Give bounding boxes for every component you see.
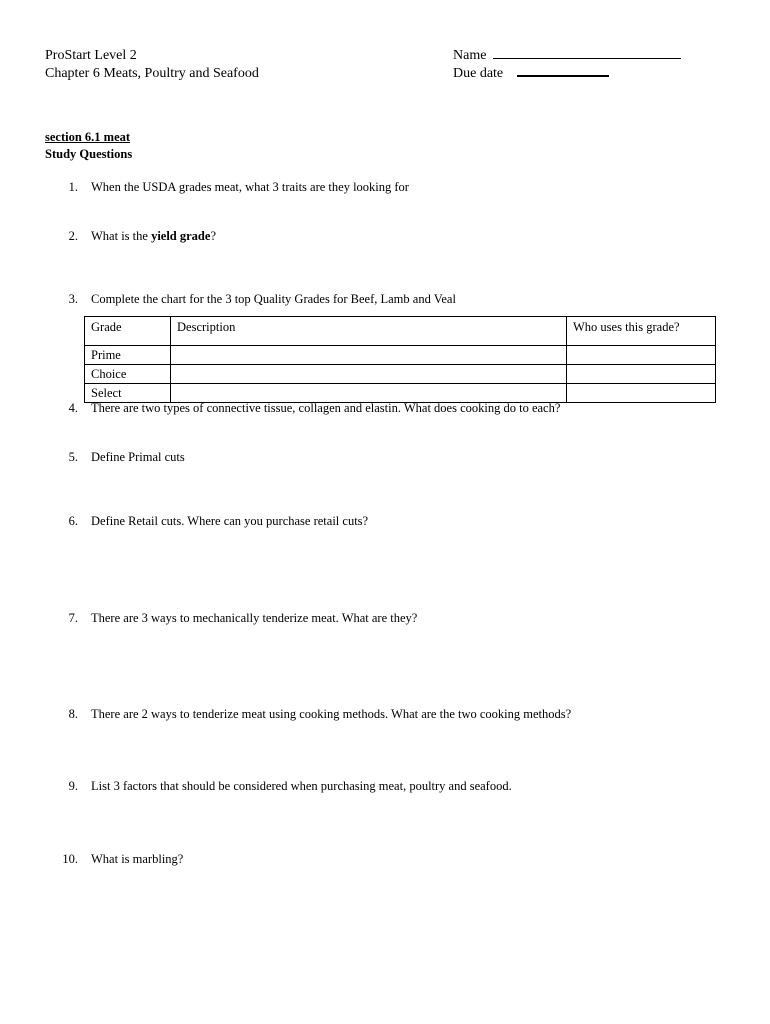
question-number: 3. bbox=[68, 292, 78, 306]
question-text: Define Retail cuts. Where can you purchase retail cuts? bbox=[91, 514, 369, 528]
question-number: 5. bbox=[68, 450, 78, 464]
due-date-label: Due date bbox=[453, 66, 504, 81]
section-subtitle: Study Questions bbox=[45, 147, 133, 161]
grade-cell: Select bbox=[85, 384, 171, 403]
question-text bbox=[91, 229, 216, 244]
question-number: 7. bbox=[68, 611, 78, 625]
grade-cell: Choice bbox=[85, 365, 171, 384]
section-title: section 6.1 meat bbox=[45, 130, 131, 144]
yield-grade-term: yield grade bbox=[151, 229, 211, 243]
due-date-line bbox=[453, 65, 609, 82]
table-header-row bbox=[85, 317, 716, 346]
description-cell[interactable] bbox=[171, 384, 567, 403]
name-label: Name bbox=[453, 48, 487, 63]
table-row bbox=[85, 346, 716, 365]
question-text: Complete the chart for the 3 top Quality Grades for Beef, Lamb and Veal bbox=[91, 292, 456, 306]
who-uses-cell[interactable] bbox=[567, 365, 716, 384]
course-title: ProStart Level 2 bbox=[45, 48, 137, 63]
header-grade: Grade bbox=[85, 317, 171, 346]
question-text-pre: What is the bbox=[91, 229, 152, 243]
table-row bbox=[85, 365, 716, 384]
table-row bbox=[85, 384, 716, 403]
description-cell[interactable] bbox=[171, 365, 567, 384]
name-blank[interactable] bbox=[493, 58, 681, 59]
question-text: There are 3 ways to mechanically tenderize meat. What are they? bbox=[91, 611, 418, 625]
chapter-title: Chapter 6 Meats, Poultry and Seafood bbox=[45, 66, 259, 81]
due-date-blank[interactable] bbox=[517, 75, 609, 77]
question-number: 4. bbox=[68, 401, 78, 415]
question-number: 8. bbox=[68, 707, 78, 721]
question-text: List 3 factors that should be considered when purchasing meat, poultry and seafood. bbox=[91, 779, 512, 793]
question-text: What is marbling? bbox=[91, 852, 184, 866]
question-text: There are two types of connective tissue, collagen and elastin. What does cooking do to each? bbox=[91, 401, 561, 415]
question-text-post: ? bbox=[210, 229, 216, 243]
question-number: 2. bbox=[68, 229, 78, 243]
description-cell[interactable] bbox=[171, 346, 567, 365]
grade-cell: Prime bbox=[85, 346, 171, 365]
header-who-uses: Who uses this grade? bbox=[567, 317, 716, 346]
who-uses-cell[interactable] bbox=[567, 346, 716, 365]
question-text: Define Primal cuts bbox=[91, 450, 185, 464]
question-number: 9. bbox=[68, 779, 78, 793]
question-number: 10. bbox=[62, 852, 78, 866]
who-uses-cell[interactable] bbox=[567, 384, 716, 403]
header-description: Description bbox=[171, 317, 567, 346]
quality-grades-table bbox=[84, 316, 716, 403]
question-number: 6. bbox=[68, 514, 78, 528]
question-text: There are 2 ways to tenderize meat using cooking methods. What are the two cooking methods? bbox=[91, 707, 572, 721]
question-number: 1. bbox=[68, 180, 78, 194]
question-text: When the USDA grades meat, what 3 traits are they looking for bbox=[91, 180, 409, 194]
name-line bbox=[453, 47, 681, 64]
